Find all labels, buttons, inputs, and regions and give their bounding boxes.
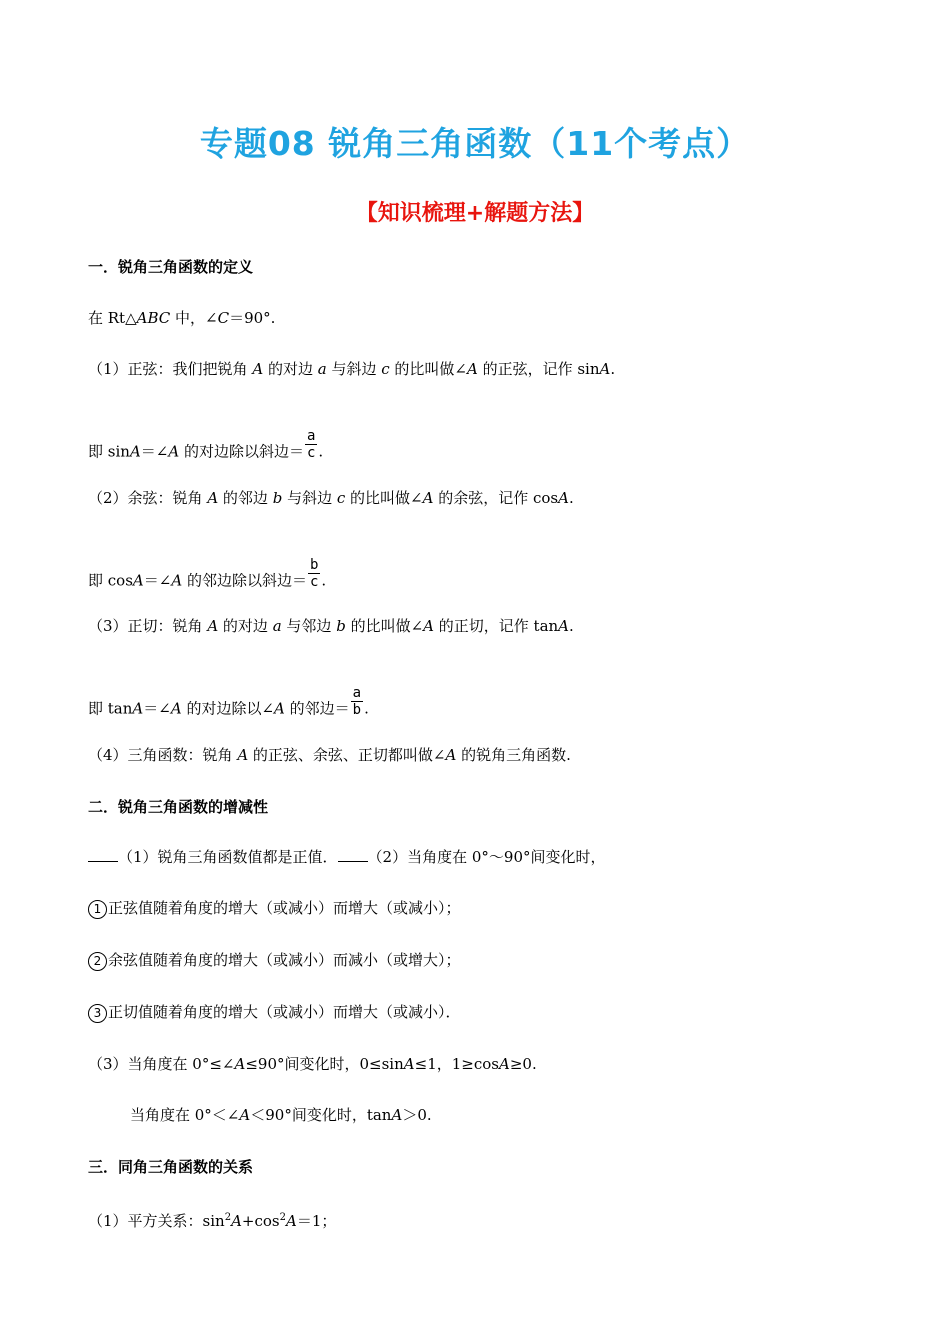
fraction-b-over-c: $\frac{b}{c}$	[309, 557, 319, 590]
page-title: 专题08 锐角三角函数（11个考点）	[199, 124, 751, 163]
circled-number-3: 3	[88, 1004, 107, 1023]
trig-function-definition: （4）三角函数：锐角 A 的正弦、余弦、正切都叫做∠A 的锐角三角函数.	[88, 746, 571, 764]
section-heading-1: 一．锐角三角函数的定义	[88, 258, 254, 276]
monotonicity-item-3: 3 正切值随着角度的增大（或减小）而增大（或减小）．	[88, 1002, 461, 1023]
tangent-definition: （3）正切：锐角 A 的对边 a 与邻边 b 的比叫做∠A 的正切，记作 tanA.	[88, 617, 574, 635]
definition-intro: 在 Rt△ABC 中，∠C＝90°.	[88, 309, 276, 327]
page-subtitle: 【知识梳理+解题方法】	[355, 201, 595, 226]
monotonicity-range-1: （3）当角度在 0°≤∠A≤90°间变化时，0≤sinA≤1，1≥cosA≥0.	[88, 1055, 537, 1073]
blank-underline	[88, 847, 118, 862]
sine-definition: （1）正弦：我们把锐角 A 的对边 a 与斜边 c 的比叫做∠A 的正弦，记作 sinA.	[88, 360, 616, 378]
section-heading-2: 二．锐角三角函数的增减性	[88, 798, 269, 816]
monotonicity-line-1: （1）锐角三角函数值都是正值． （2）当角度在 0°～90°间变化时，	[88, 847, 606, 867]
monotonicity-range-2: 当角度在 0°＜∠A＜90°间变化时，tanA＞0.	[130, 1106, 432, 1124]
circled-number-1: 1	[88, 900, 107, 919]
monotonicity-item-2: 2 余弦值随着角度的增大（或减小）而减小（或增大）；	[88, 950, 461, 971]
fraction-a-over-b: $\frac{a}{b}$	[352, 685, 362, 718]
blank-underline	[338, 847, 368, 862]
monotonicity-item-1: 1 正弦值随着角度的增大（或减小）而增大（或减小）；	[88, 898, 461, 919]
fraction-a-over-c: $\frac{a}{c}$	[306, 428, 316, 461]
sine-formula: 即 sinA＝∠A 的对边除以斜边＝ $\frac{a}{c}$ .	[88, 428, 324, 461]
circled-number-2: 2	[88, 952, 107, 971]
tangent-formula: 即 tanA＝∠A 的对边除以∠A 的邻边＝ $\frac{a}{b}$ .	[88, 685, 369, 718]
section-heading-3: 三．同角三角函数的关系	[88, 1158, 254, 1176]
cosine-definition: （2）余弦：锐角 A 的邻边 b 与斜边 c 的比叫做∠A 的余弦，记作 cosA.	[88, 489, 574, 507]
square-relation: （1）平方关系：$\sin^2A+\cos^2A=1$；	[88, 1212, 337, 1230]
cosine-formula: 即 cosA＝∠A 的邻边除以斜边＝ $\frac{b}{c}$ .	[88, 557, 327, 590]
